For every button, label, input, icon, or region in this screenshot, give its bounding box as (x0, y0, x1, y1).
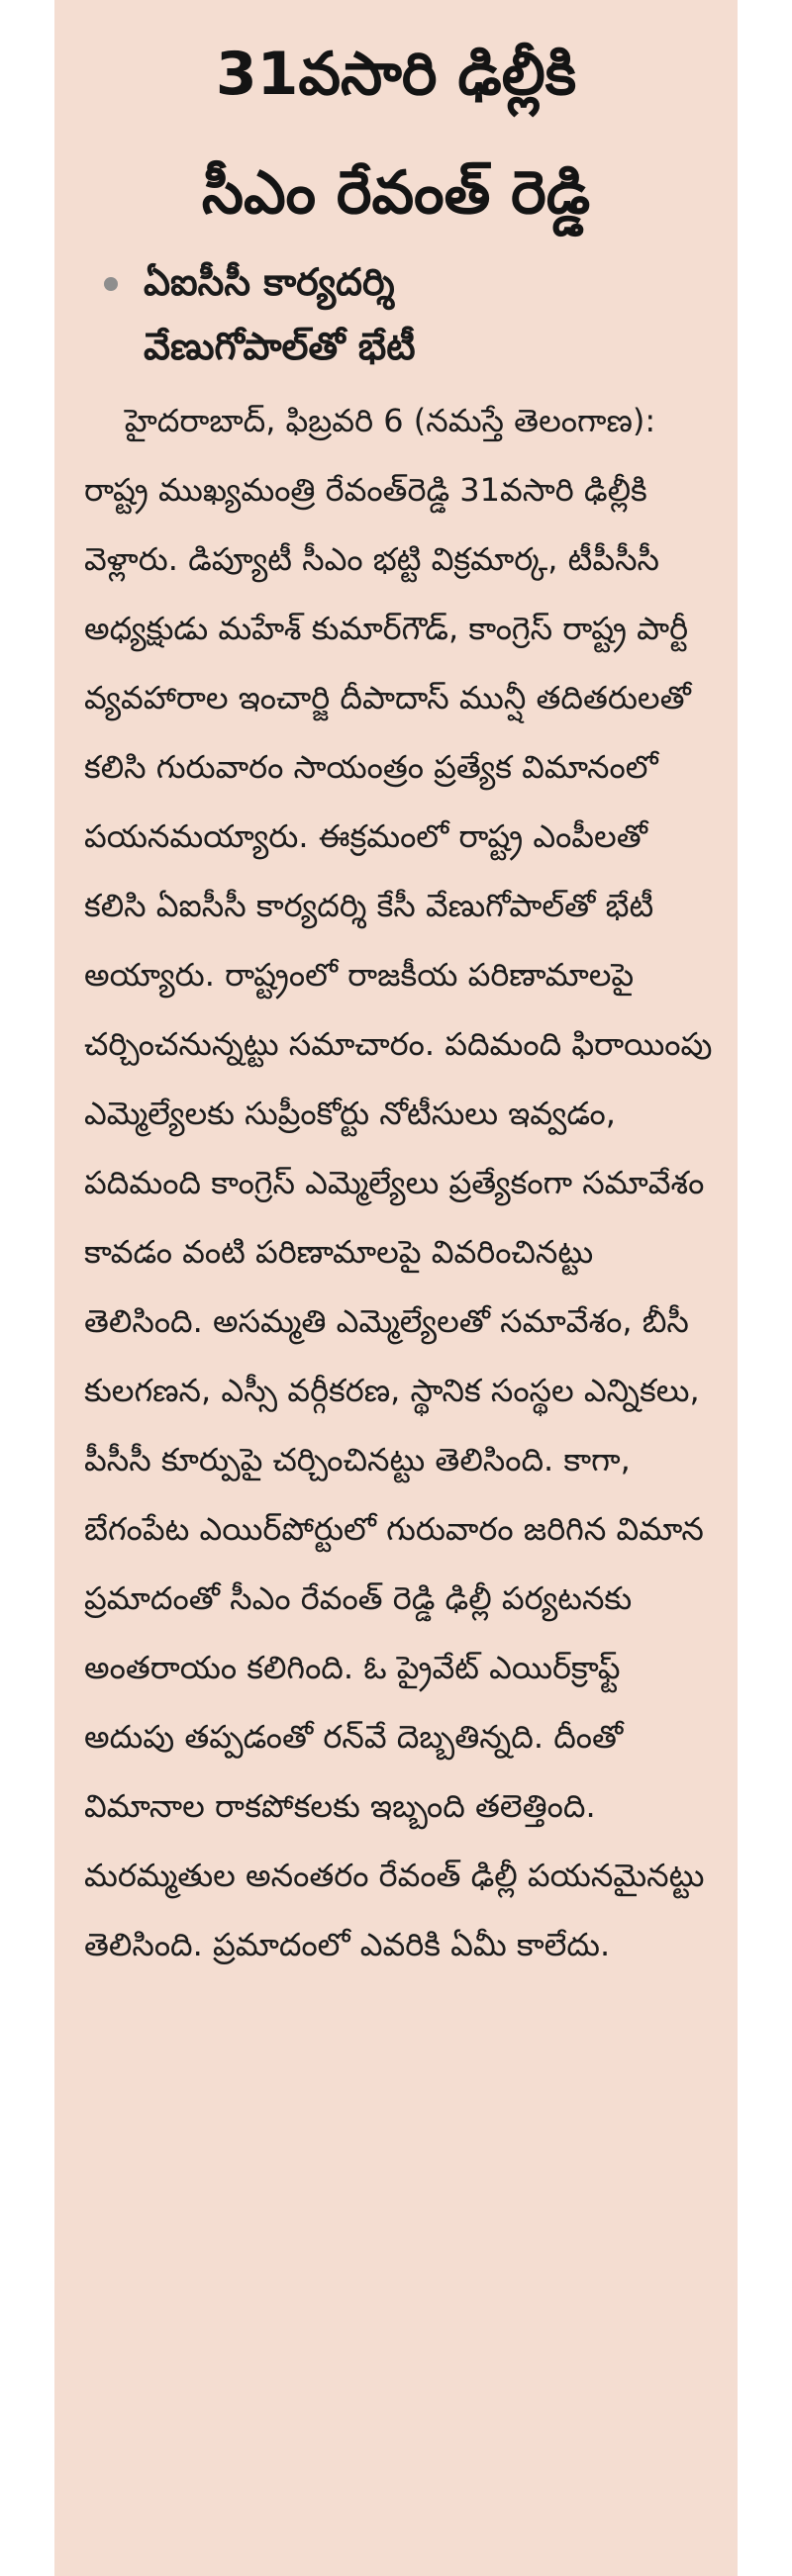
subheadline-line-2: వేణుగోపాల్‌తో భేటీ (144, 325, 416, 368)
headline-line-2: సీఎం రేవంత్ రెడ్డి (201, 158, 591, 228)
bullet-icon (104, 277, 118, 291)
subheadline-line-1: ఏఐసీసీ కార్యదర్శి (144, 260, 395, 304)
article-body: హైదరాబాద్, ఫిబ్రవరి 6 (నమస్తే తెలంగాణ): రాష్ట్ర ముఖ్యమంత్రి రేవంత్‌రెడ్డి 31వసారి ఢిల్లీకి వెళ్లారు. డిప్యూటీ సీఎం భట్టి విక్రమార్క, టీపీసీసీ అధ్యక్షుడు మహేశ్ కుమార్‌గౌడ్, కాంగ్రెస్ రాష్ట్ర పార్టీ వ్యవహారాల ఇంచార్జి దీపాదాస్ మున్షీ తదితరులతో కలిసి గురువారం సాయంత్రం ప్రత్యేక విమానంలో పయనమయ్యారు. ఈక్రమంలో రాష్ట్ర ఎంపీలతో కలిసి ఏఐసీసీ కార్యదర్శి కేసీ వేణుగోపాల్‌తో భేటీ అయ్యారు. రాష్ట్రంలో రాజకీయ పరిణామాలపై చర్చించనున్నట్టు సమాచారం. పదిమంది ఫిరాయింపు ఎమ్మెల్యేలకు సుప్రీంకోర్టు నోటీసులు ఇవ్వడం, పదిమంది కాంగ్రెస్ ఎమ్మెల్యేలు ప్రత్యేకంగా సమావేశం కావడం వంటి పరిణామాలపై వివరించినట్టు తెలిసింది. అసమ్మతి ఎమ్మెల్యేలతో సమావేశం, బీసీ కులగణన, ఎస్సీ వర్గీకరణ, స్థానిక సంస్థల ఎన్నికలు, పీసీసీ కూర్పుపై చర్చించినట్టు తెలిసింది. కాగా, బేగంపేట ఎయిర్‌పోర్టులో గురువారం జరిగిన విమాన ప్రమాదంతో సీఎం రేవంత్ రెడ్డి ఢిల్లీ పర్యటనకు అంతరాయం కలిగింది. ఓ ప్రైవేట్ ఎయిర్‌క్రాఫ్ట్ అదుపు తప్పడంతో రన్‌వే దెబ్బతిన్నది. దీంతో విమానాల రాకపోకలకు ఇబ్బంది తలెత్తింది. మరమ్మతుల అనంతరం రేవంత్ ఢిల్లీ పయనమైనట్టు తెలిసింది. ప్రమాదంలో ఎవరికి ఏమీ కాలేదు. (84, 402, 723, 1963)
news-clipping (54, 0, 738, 2576)
headline-line-1: 31వసారి ఢిల్లీకి (215, 40, 577, 109)
